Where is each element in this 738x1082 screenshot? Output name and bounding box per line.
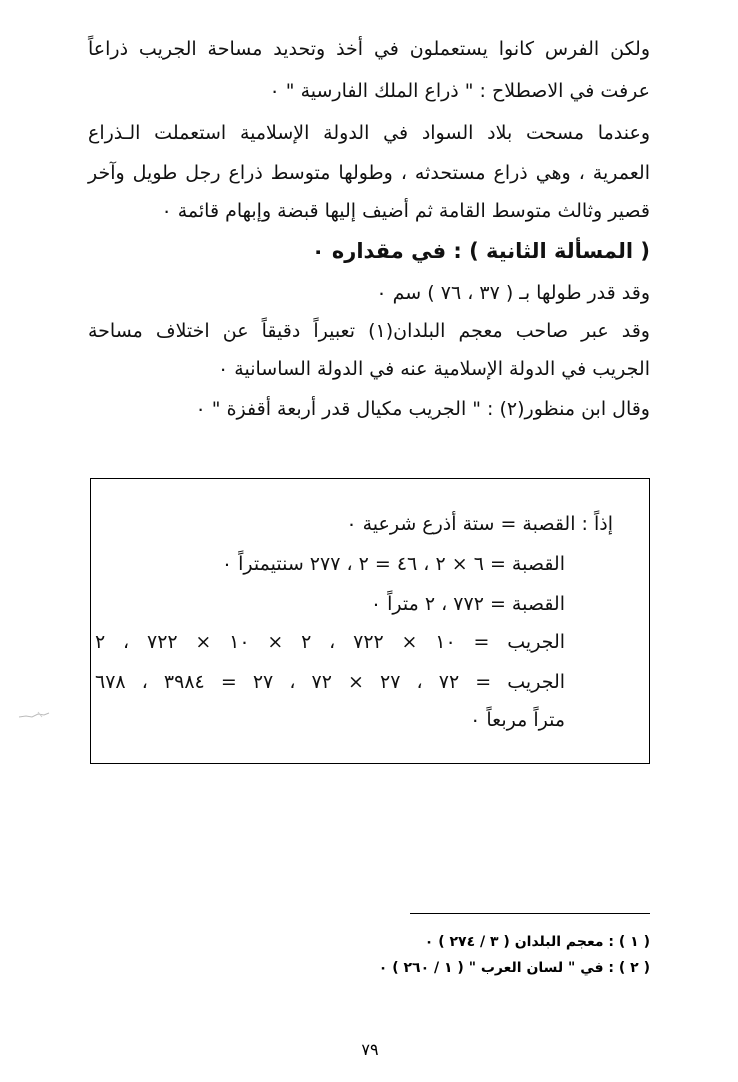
- body-line-4: العمرية ، وهي ذراع مستحدثه ، وطولها متوسط ذراع رجل طويل وآخر: [88, 162, 650, 184]
- mujam-line-2: الجريب في الدولة الإسلامية عنه في الدولة الساسانية ٠: [218, 358, 650, 380]
- calc-line-2: القصبة = ٦ × ٢ ، ٤٦ = ٢ ، ٢٧٧ سنتيمتراً ٠: [221, 553, 565, 575]
- length-line: وقد قدر طولها بـ ( ٣٧ ، ٧٦ ) سم ٠: [376, 282, 650, 304]
- calc-line-5: الجريب = ٧٢ ، ٢٧ × ٧٢ ، ٢٧ = ٣٩٨٤ ، ٦٧٨: [95, 671, 566, 693]
- footnote-2: ( ٢ ) : في " لسان العرب " ( ١ / ٢٦٠ ) ٠: [378, 960, 650, 976]
- calc-line-4: الجريب = ١٠ × ٧٢٢ ، ٢ × ١٠ × ٧٢٢ ، ٢: [95, 631, 566, 653]
- calc-line-1: إذاً : القصبة = ستة أذرع شرعية ٠: [346, 513, 613, 535]
- calculation-box: [90, 478, 650, 764]
- footnote-separator: [410, 913, 650, 914]
- footnote-1: ( ١ ) : معجم البلدان ( ٣ / ٢٧٤ ) ٠: [424, 934, 650, 950]
- page-number: ٧٩: [361, 1040, 379, 1059]
- calc-line-3: القصبة = ٧٧٢ ، ٢ متراً ٠: [370, 593, 565, 615]
- ibn-manzur-line: وقال ابن منظور(٢) : " الجريب مكيال قدر أربعة أقفزة " ٠: [195, 398, 650, 420]
- body-line-3: وعندما مسحت بلاد السواد في الدولة الإسلامية استعملت الـذراع: [88, 122, 650, 144]
- scan-speck-mark: [18, 708, 50, 722]
- mujam-line-1: وقد عبر صاحب معجم البلدان(١) تعبيراً دقيقاً عن اختلاف مساحة: [88, 320, 650, 342]
- body-line-2: عرفت في الاصطلاح : " ذراع الملك الفارسية " ٠: [269, 80, 650, 102]
- body-line-1: ولكن الفرس كانوا يستعملون في أخذ وتحديد مساحة الجريب ذراعاً: [88, 38, 650, 60]
- section-heading: ( المسألة الثانية ) : في مقداره ٠: [311, 239, 650, 263]
- calc-line-6: متراً مربعاً ٠: [470, 709, 565, 731]
- body-line-5: قصير وثالث متوسط القامة ثم أضيف إليها قبضة وإبهام قائمة ٠: [161, 200, 650, 222]
